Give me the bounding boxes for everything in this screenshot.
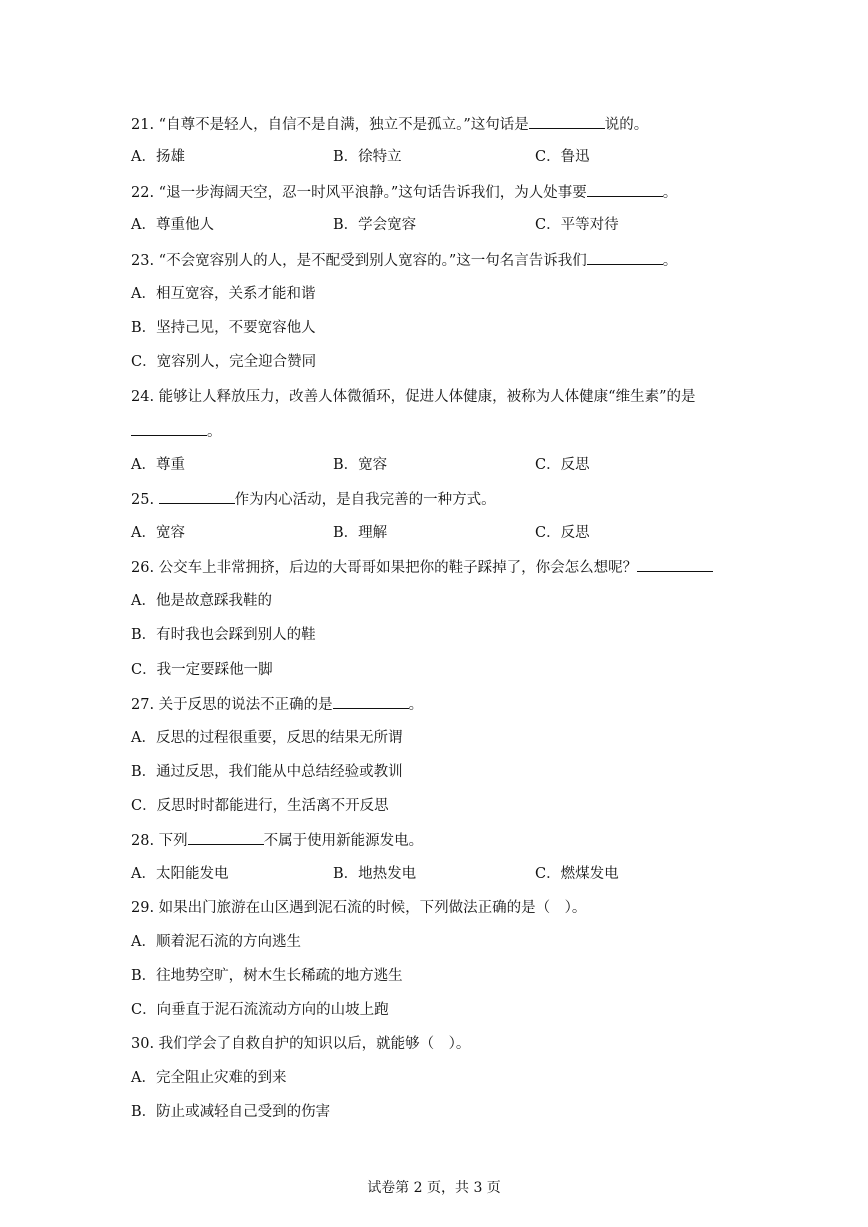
question-25 [131, 489, 496, 510]
answer-blank [587, 182, 663, 197]
question-27 [131, 694, 423, 715]
question-29 [131, 898, 586, 918]
question-24 [131, 387, 696, 407]
question-number: 27. [131, 697, 155, 713]
question-text-end: 。 [408, 697, 424, 713]
question-text: 如果出门旅游在山区遇到泥石流的时候，下列做法正确的是（ ）。 [158, 900, 587, 916]
question-21 [131, 114, 648, 135]
question-text-end: 说的。 [604, 117, 649, 133]
question-number: 26. [131, 560, 155, 576]
question-text-end: 。 [662, 253, 678, 269]
question-number: 30. [131, 1036, 155, 1052]
question-30 [131, 1034, 470, 1054]
answer-blank [333, 694, 409, 709]
option-c: C．宽容别人，完全迎合赞同 [131, 354, 317, 370]
option-b: B．防止或减轻自己受到的伤害 [131, 1104, 331, 1120]
question-text-end: 作为内心活动，是自我完善的一种方式。 [234, 492, 496, 508]
answer-blank [637, 557, 713, 572]
option-c: C．反思 [535, 457, 590, 473]
question-24-continued [131, 421, 222, 442]
option-c: C．反思时时都能进行，生活离不开反思 [131, 798, 389, 814]
question-number: 22. [131, 185, 155, 201]
option-a: A．太阳能发电 [131, 866, 229, 882]
option-b: B．地热发电 [333, 866, 417, 882]
question-text-end: 。 [662, 185, 678, 201]
question-text: 我们学会了自救自护的知识以后，就能够（ ）。 [158, 1036, 471, 1052]
question-number: 21. [131, 117, 155, 133]
question-text: 下列 [158, 833, 188, 849]
answer-blank [131, 421, 207, 436]
option-c: C．燃煤发电 [535, 866, 619, 882]
option-a: A．扬雄 [131, 149, 185, 165]
question-number: 29. [131, 900, 155, 916]
answer-blank [159, 489, 235, 504]
option-a: A．反思的过程很重要，反思的结果无所谓 [131, 730, 403, 746]
option-b: B．有时我也会踩到别人的鞋 [131, 627, 316, 643]
question-text-end: 。 [207, 424, 222, 440]
question-text: 公交车上非常拥挤，后边的大哥哥如果把你的鞋子踩掉了，你会怎么想呢？ [158, 560, 638, 576]
option-b: B．坚持己见，不要宽容他人 [131, 320, 316, 336]
option-c: C．平等对待 [535, 217, 619, 233]
option-a: A．宽容 [131, 525, 185, 541]
option-b: B．徐特立 [333, 149, 402, 165]
question-23 [131, 250, 677, 271]
option-b: B．理解 [333, 525, 388, 541]
answer-blank [529, 114, 605, 129]
question-text: “退一步海阔天空，忍一时风平浪静。”这句话告诉我们，为人处事要 [158, 185, 587, 201]
question-28 [131, 830, 423, 851]
option-c: C．鲁迅 [535, 149, 590, 165]
question-number: 24. [131, 389, 155, 405]
question-number: 28. [131, 833, 155, 849]
option-c: C．反思 [535, 525, 590, 541]
question-text: 能够让人释放压力，改善人体微循环，促进人体健康，被称为人体健康“维生素”的是 [158, 389, 696, 405]
page-footer: 试卷第 2 页，共 3 页 [367, 1180, 501, 1196]
option-b: B．往地势空旷，树木生长稀疏的地方逃生 [131, 968, 403, 984]
question-22 [131, 182, 677, 203]
option-a: A．他是故意踩我鞋的 [131, 593, 272, 609]
question-text: 关于反思的说法不正确的是 [158, 697, 333, 713]
question-text: “不会宽容别人的人，是不配受到别人宽容的。”这一句名言告诉我们 [158, 253, 587, 269]
option-a: A．顺着泥石流的方向逃生 [131, 934, 301, 950]
option-b: B．宽容 [333, 457, 388, 473]
option-c: C．我一定要踩他一脚 [131, 662, 273, 678]
option-a: A．完全阻止灾难的到来 [131, 1070, 287, 1086]
question-text: “自尊不是轻人，自信不是自满，独立不是孤立。”这句话是 [158, 117, 529, 133]
question-number: 23. [131, 253, 155, 269]
option-b: B．学会宽容 [333, 217, 417, 233]
option-c: C．向垂直于泥石流流动方向的山坡上跑 [131, 1002, 389, 1018]
option-a: A．尊重他人 [131, 217, 214, 233]
question-26 [131, 557, 713, 578]
answer-blank [188, 830, 264, 845]
option-a: A．相互宽容，关系才能和谐 [131, 286, 316, 302]
option-a: A．尊重 [131, 457, 185, 473]
answer-blank [587, 250, 663, 265]
question-text-end: 不属于使用新能源发电。 [263, 833, 424, 849]
question-number: 25. [131, 492, 155, 508]
option-b: B．通过反思，我们能从中总结经验或教训 [131, 764, 403, 780]
